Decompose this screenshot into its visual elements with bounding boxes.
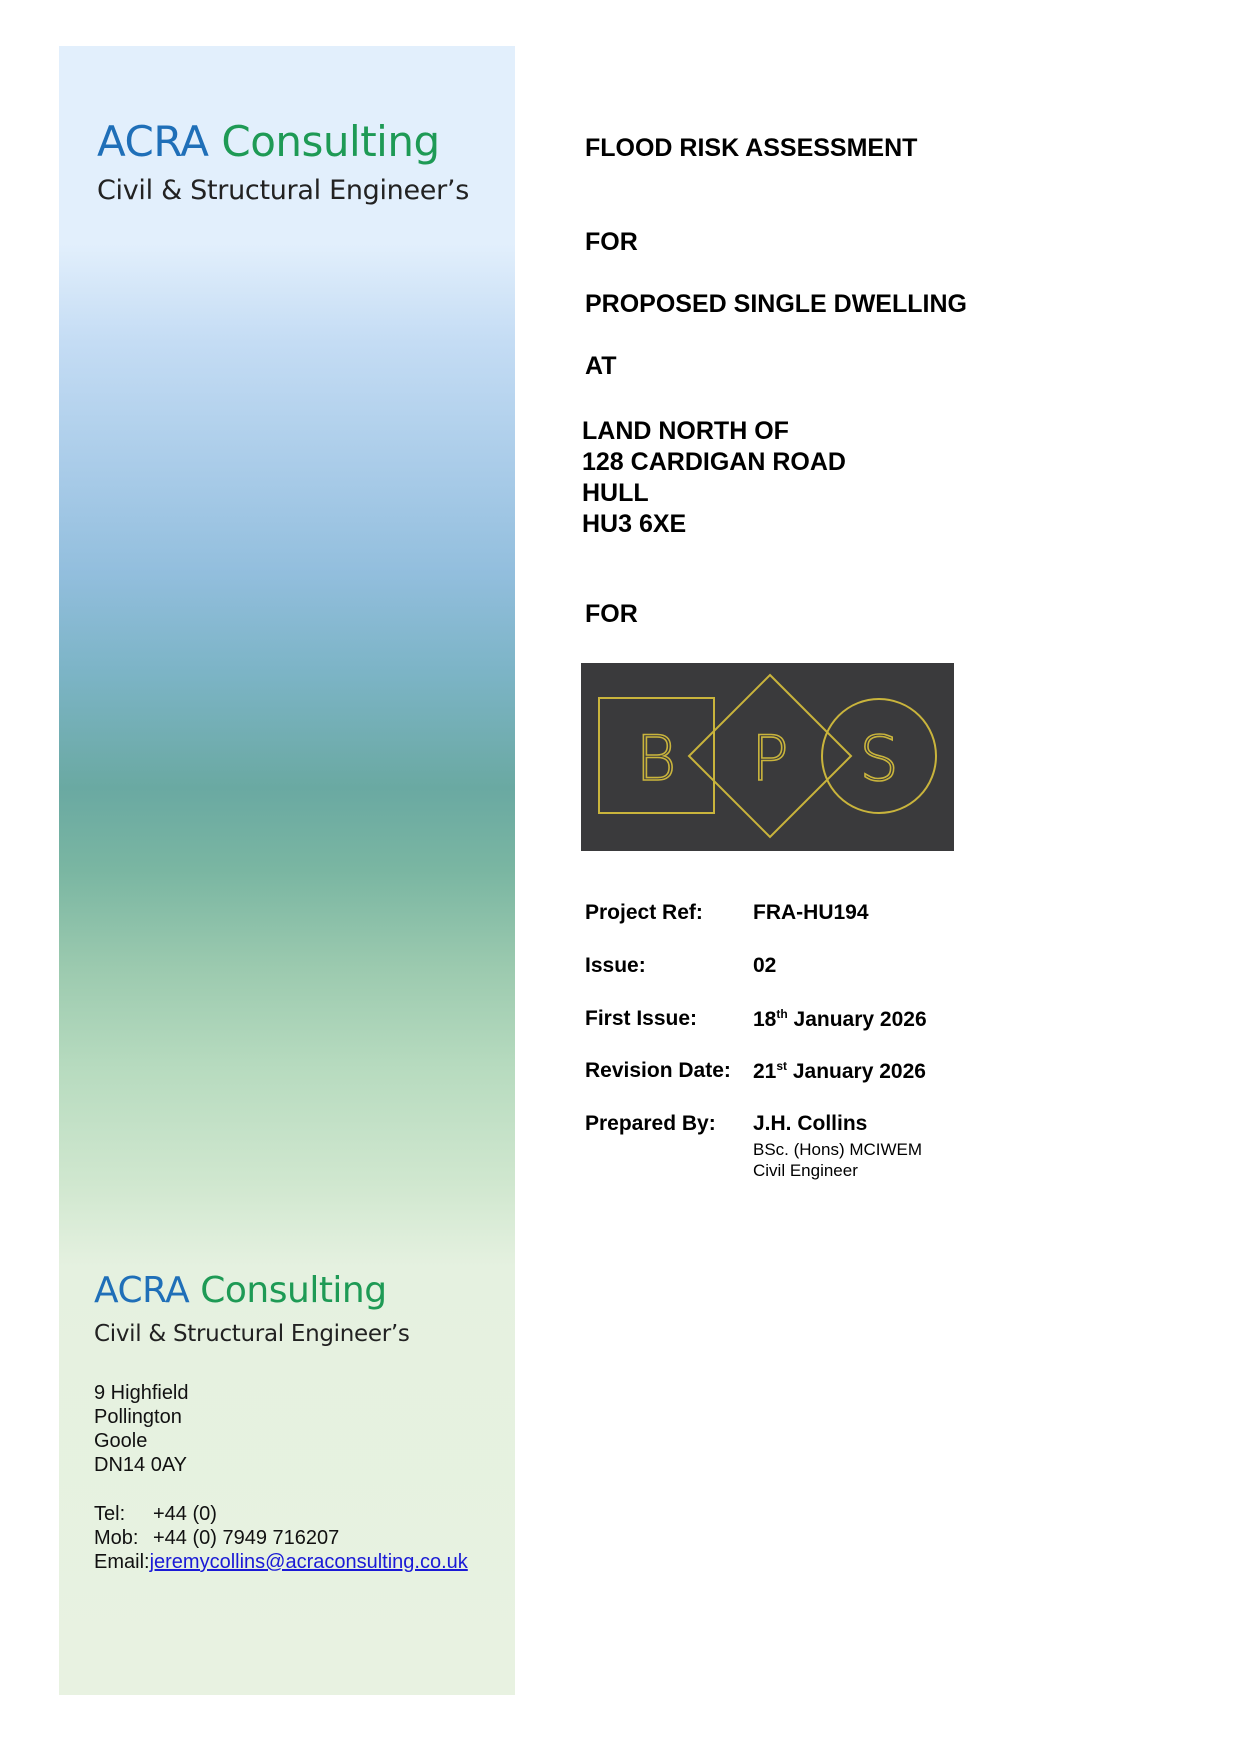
prepared-by-qualifications: BSc. (Hons) MCIWEM	[753, 1140, 923, 1159]
brand-tagline-top: Civil & Structural Engineer’s	[97, 175, 469, 206]
first-issue-ordinal: th	[776, 1007, 788, 1021]
brand-primary: ACRA	[97, 117, 209, 166]
project-ref-label: Project Ref:	[585, 901, 703, 924]
first-issue-day: 18	[753, 1008, 777, 1031]
issue-label: Issue:	[585, 954, 646, 977]
email-link[interactable]: jeremycollins@acraconsulting.co.uk	[149, 1551, 468, 1573]
tel-value: +44 (0)	[153, 1503, 217, 1525]
brand-primary: ACRA	[94, 1270, 190, 1311]
tel-row	[94, 1502, 468, 1526]
logo-letter-b: B	[635, 722, 677, 795]
mob-label: Mob:	[94, 1527, 139, 1549]
address-line: 9 Highfield	[94, 1382, 189, 1404]
brand-logo-top	[97, 117, 440, 166]
brand-tagline-bottom: Civil & Structural Engineer’s	[94, 1321, 410, 1347]
brand-logo-bottom	[94, 1270, 387, 1311]
email-row	[94, 1550, 468, 1574]
prepared-by-label: Prepared By:	[585, 1112, 716, 1135]
prepared-by-name: J.H. Collins	[753, 1112, 868, 1135]
brand-secondary: Consulting	[221, 117, 440, 166]
site-address-line: 128 CARDIGAN ROAD	[582, 448, 846, 476]
site-address-line: HULL	[582, 479, 649, 507]
client-logo	[581, 663, 954, 851]
project-ref-value: FRA-HU194	[753, 901, 869, 924]
mob-row	[94, 1526, 468, 1550]
revision-day: 21	[753, 1060, 777, 1083]
heading-for-client: FOR	[585, 600, 638, 628]
issue-value: 02	[753, 954, 777, 977]
logo-letter-p: P	[751, 722, 789, 795]
address-line: DN14 0AY	[94, 1454, 188, 1476]
tel-label: Tel:	[94, 1503, 126, 1525]
prepared-by-role: Civil Engineer	[753, 1161, 858, 1180]
heading-for: FOR	[585, 228, 638, 256]
revision-month-year: January 2026	[787, 1060, 926, 1083]
site-address-line: LAND NORTH OF	[582, 417, 789, 445]
client-logo-graphic	[581, 663, 954, 851]
document-title: FLOOD RISK ASSESSMENT	[585, 134, 918, 162]
site-address-line: HU3 6XE	[582, 510, 687, 538]
site-address	[582, 416, 846, 540]
revision-ordinal: st	[776, 1059, 788, 1073]
brand-secondary: Consulting	[200, 1270, 387, 1311]
project-subject: PROPOSED SINGLE DWELLING	[585, 290, 967, 318]
heading-at: AT	[585, 352, 617, 380]
company-contact	[94, 1502, 468, 1574]
revision-value	[753, 1059, 926, 1084]
email-label: Email:	[94, 1551, 150, 1573]
first-issue-label: First Issue:	[585, 1007, 698, 1030]
address-line: Goole	[94, 1430, 148, 1452]
company-address	[94, 1381, 189, 1477]
logo-letter-s: S	[859, 722, 899, 795]
first-issue-month-year: January 2026	[787, 1008, 927, 1031]
revision-label: Revision Date:	[585, 1059, 731, 1082]
first-issue-value	[753, 1007, 927, 1032]
address-line: Pollington	[94, 1406, 182, 1428]
mob-value: +44 (0) 7949 716207	[153, 1527, 340, 1549]
